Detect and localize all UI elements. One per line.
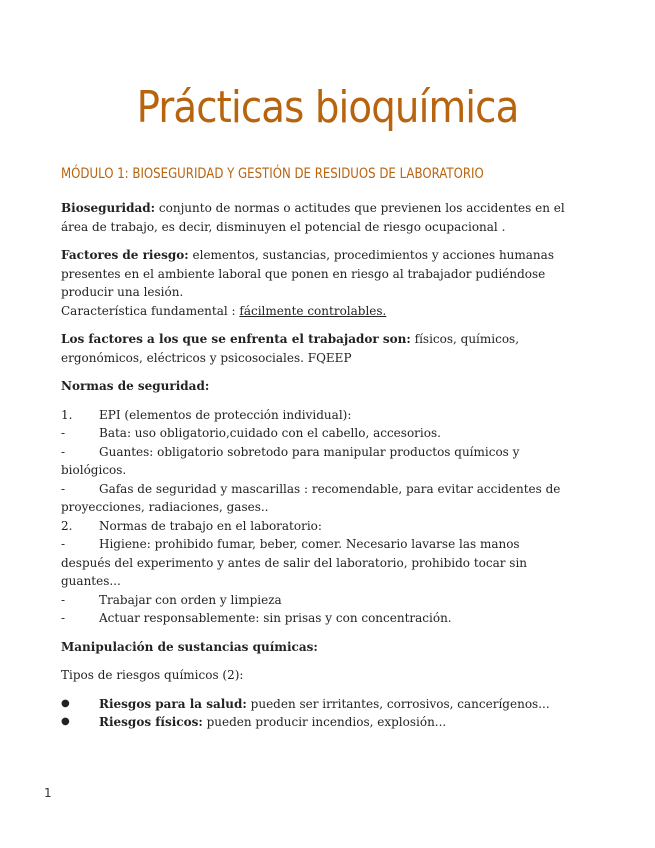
bioseguridad-paragraph xyxy=(61,199,571,236)
list-item xyxy=(61,443,571,480)
list-item-text: Actuar responsablemente: sin prisas y con concentración. xyxy=(99,611,452,625)
module-heading: MÓDULO 1: BIOSEGURIDAD Y GESTIÓN DE RESIDUOS DE LABORATORIO xyxy=(61,166,484,182)
list-item xyxy=(61,517,571,536)
enfrenta-text: físicos, químicos, ergonómicos, eléctricos y psicosociales. FQEEP xyxy=(61,332,520,365)
page-number: 1 xyxy=(44,786,52,800)
enfrenta-paragraph xyxy=(61,330,571,367)
bioseguridad-term: Bioseguridad: xyxy=(61,201,156,215)
list-marker: - xyxy=(61,592,66,607)
list-item xyxy=(61,591,571,610)
list-marker: 1. xyxy=(61,407,73,422)
feature-value: fácilmente controlables. xyxy=(239,303,387,318)
list-marker: - xyxy=(61,444,66,459)
manipulacion-heading xyxy=(61,638,571,657)
document-body xyxy=(61,199,571,732)
manipulacion-heading-text: Manipulación de sustancias químicas: xyxy=(61,639,318,654)
factores-term: Factores de riesgo: xyxy=(61,248,189,262)
bullet-icon: ● xyxy=(61,716,70,727)
list-item-text: Trabajar con orden y limpieza xyxy=(99,592,282,607)
list-item xyxy=(61,609,571,628)
feature-label: Característica fundamental : xyxy=(61,303,240,318)
list-item xyxy=(61,535,571,591)
factores-paragraph xyxy=(61,246,571,320)
normas-list xyxy=(61,406,571,628)
list-item xyxy=(61,713,571,732)
riesgo-text: pueden producir incendios, explosión... xyxy=(202,715,447,729)
list-item-text: Gafas de seguridad y mascarillas : recomendable, para evitar accidentes de proyecciones, radiaciones, gases.. xyxy=(61,481,561,514)
list-marker: - xyxy=(61,481,66,496)
list-marker: - xyxy=(61,426,66,440)
list-item xyxy=(61,695,571,714)
tipos-text: Tipos de riesgos químicos (2): xyxy=(61,668,244,682)
list-marker: - xyxy=(61,537,66,551)
riesgo-term: Riesgos para la salud: xyxy=(99,696,247,711)
bullet-icon: ● xyxy=(61,697,70,709)
list-item-text: Normas de trabajo en el laboratorio: xyxy=(99,518,322,533)
document-title: Prácticas bioquímica xyxy=(136,82,519,133)
normas-heading-text: Normas de seguridad: xyxy=(61,379,210,393)
riesgo-term: Riesgos físicos: xyxy=(99,715,203,729)
bioseguridad-text: conjunto de normas o actitudes que previenen los accidentes en el área de trabajo, es decir, disminuyen el potencial de riesgo ocupacional . xyxy=(61,201,565,234)
list-item xyxy=(61,406,571,425)
factores-text: elementos, sustancias, procedimientos y acciones humanas presentes en el ambiente laboral que ponen en riesgo al trabajador pudiéndose producir una lesión. xyxy=(61,248,554,299)
list-item xyxy=(61,480,571,517)
enfrenta-term: Los factores a los que se enfrenta el trabajador son: xyxy=(61,332,411,346)
list-item-text: Higiene: prohibido fumar, beber, comer. Necesario lavarse las manos después del experimento y antes de salir del laboratorio, prohibido tocar sin guantes... xyxy=(61,537,528,588)
list-marker: 2. xyxy=(61,518,73,533)
riesgo-text: pueden ser irritantes, corrosivos, cancerígenos... xyxy=(246,696,550,711)
list-item-text: EPI (elementos de protección individual): xyxy=(99,407,352,422)
list-item xyxy=(61,424,571,443)
list-item-text: Bata: uso obligatorio,cuidado con el cabello, accesorios. xyxy=(99,426,441,440)
riesgos-list xyxy=(61,695,571,732)
list-marker: - xyxy=(61,611,66,625)
list-item-text: Guantes: obligatorio sobretodo para manipular productos químicos y biológicos. xyxy=(61,444,520,477)
normas-heading xyxy=(61,377,571,396)
